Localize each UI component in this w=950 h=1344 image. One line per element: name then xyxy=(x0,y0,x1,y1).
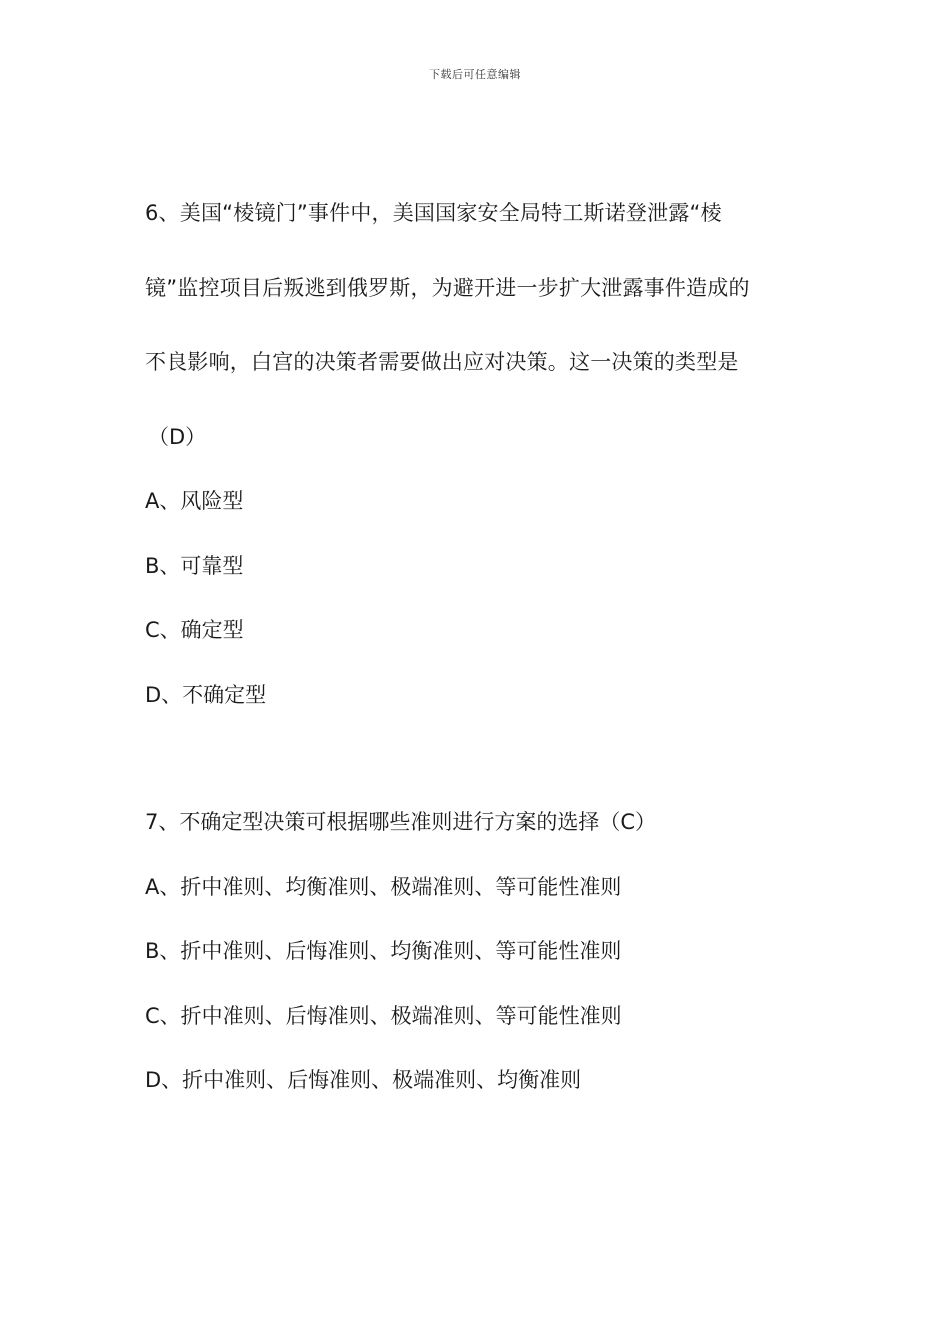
question-6-option-a: A、风险型 xyxy=(145,489,244,513)
header-note: 下载后可任意编辑 xyxy=(429,68,521,81)
question-7-stem: 7、不确定型决策可根据哪些准则进行方案的选择（C） xyxy=(145,810,657,834)
question-6-stem-line-3: 不良影响，白宫的决策者需要做出应对决策。这一决策的类型是 xyxy=(145,350,739,374)
question-6-stem-line-2: 镜”监控项目后叛逃到俄罗斯，为避开进一步扩大泄露事件造成的 xyxy=(145,276,750,300)
question-7-option-a: A、折中准则、均衡准则、极端准则、等可能性准则 xyxy=(145,875,622,899)
question-7-option-d: D、折中准则、后悔准则、极端准则、均衡准则 xyxy=(145,1068,582,1092)
question-6-option-d: D、不确定型 xyxy=(145,683,267,707)
question-6-answer: （D） xyxy=(148,425,207,449)
question-7-option-c: C、折中准则、后悔准则、极端准则、等可能性准则 xyxy=(145,1004,622,1028)
question-7-option-b: B、折中准则、后悔准则、均衡准则、等可能性准则 xyxy=(145,939,622,963)
question-6-stem-line-1: 6、美国“棱镜门”事件中，美国国家安全局特工斯诺登泄露“棱 xyxy=(145,201,722,225)
question-6-option-b: B、可靠型 xyxy=(145,554,244,578)
question-6-option-c: C、确定型 xyxy=(145,618,244,642)
